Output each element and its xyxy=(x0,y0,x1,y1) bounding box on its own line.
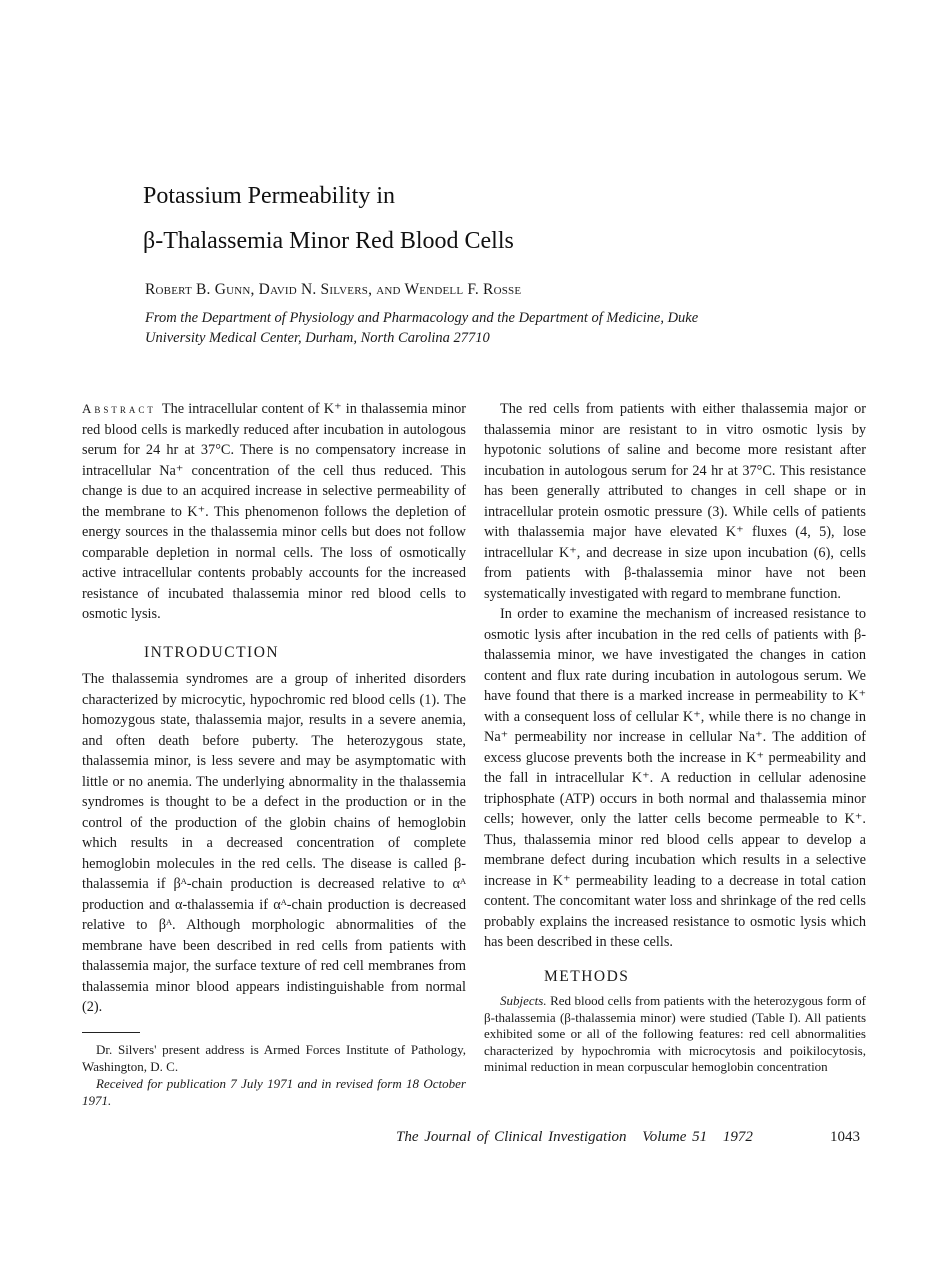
intro-paragraph-2: The red cells from patients with either thalassemia major or thalassemia minor are resistant to in vitro osmotic lysis by hypotonic solutions of saline and become more resistant after incubation in autologous serum for 24 hr at 37°C. This resistance has been generally attributed to changes in cell shape or in intracellular protein osmotic pressure (3). While cells of patients with thalassemia major have elevated K⁺ fluxes (4, 5), lose intracellular K⁺, and decrease in size upon incubation (6), cells from patients with β-thalassemia minor have not been systematically investigated with regard to membrane function. xyxy=(484,401,866,602)
footnote-received: Received for publication 7 July 1971 and in revised form 18 October 1971. xyxy=(82,1075,466,1108)
intro-paragraph-1: The thalassemia syndromes are a group of inherited disorders characterized by microcytic, hypochromic red blood cells (1). The homozygous state, thalassemia major, results in a severe anemia, and often death before puberty. The heterozygous state, thalassemia minor, is less severe and may be asymptomatic with little or no anemia. The underlying abnormality in the thalassemia syndromes is thought to be a defect in the production or in the control of the production of the globin chains of hemoglobin which results in a decreased concentration of complete hemoglobin molecules in the red cells. The disease is called β-thalassemia if βᴬ-chain production is decreased relative to αᴬ production and α-thalassemia if αᴬ-chain production is decreased relative to βᴬ. Although morphologic abnormalities of the membrane have been described in red cells from patients with thalassemia major, the surface texture of red cell membranes from thalassemia minor blood appears indistinguishable from normal (2). xyxy=(82,671,466,1015)
journal-year: 1972 xyxy=(722,1129,753,1145)
section-heading-introduction: INTRODUCTION xyxy=(144,643,280,661)
subjects-label: Subjects. xyxy=(500,993,547,1008)
article-title xyxy=(143,174,743,264)
intro-paragraph-3: In order to examine the mechanism of increased resistance to osmotic lysis after incubation in the red cells of patients with β-thalassemia minor, we have investigated the changes in cation content and flux rate during incubation in autologous serum. We have found that there is a marked increase in permeability to K⁺ with a consequent loss of cellular K⁺, while there is no change in Na⁺ permeability nor increase in cellular Na⁺. The addition of excess glucose prevents both the increase in K⁺ permeability and the fall in intracellular K⁺. A reduction in cellular adenosine triphosphate (ATP) occurs in both normal and thalassemia minor cells; however, only the latter cells become permeable to K⁺. Thus, thalassemia minor red blood cells appear to develop a membrane defect during incubation which results in a selective increase in K⁺ permeability leading to a decrease in total cation content. The concomitant water loss and shrinkage of the red cells probably explains the increased resistance to osmotic lysis which has been described in these cells. xyxy=(484,606,866,950)
section-heading-methods: METHODS xyxy=(544,967,630,985)
abstract-label: Abstract xyxy=(82,401,156,416)
right-column xyxy=(484,399,866,1076)
affiliation: From the Department of Physiology and Pharmacology and the Department of Medicine, Duke University Medical Center, Durham, North Carolina 27710 xyxy=(145,310,699,346)
page-number: 1043 xyxy=(830,1129,860,1145)
title-line-1: Potassium Permeability in xyxy=(143,183,395,209)
author-list: Robert B. Gunn, David N. Silvers, and Wendell F. Rosse xyxy=(145,281,522,298)
journal-footer xyxy=(396,1129,753,1146)
methods-subjects-paragraph xyxy=(484,993,866,1076)
subjects-text: Red blood cells from patients with the heterozygous form of β-thalassemia (β-thalassemia minor) were studied (Table I). All patients exhibited some or all of the following features: red cell abnormalities characterized by hypochromia with microcytosis and poikilocytosis, minimal reduction in mean corpuscular hemoglobin concentration xyxy=(484,993,867,1074)
journal-volume: Volume 51 xyxy=(642,1129,708,1145)
abstract-text: The intracellular content of K⁺ in thalassemia minor red blood cells is markedly reduced after incubation in autologous serum for 24 hr at 37°C. There is no compensatory increase in intracellular Na⁺ concentration of the cell thus reduced. This change is due to an acquired increase in selective permeability of the membrane to K⁺. This phenomenon follows the depletion of energy sources in the thalassemia minor cells but does not follow comparable depletion in normal cells. The loss of osmotically active intracellular contents probably accounts for the increased resistance of incubated thalassemia minor red blood cells to osmotic lysis. xyxy=(82,401,466,622)
footnote-divider xyxy=(82,1032,140,1033)
footnote-address: Dr. Silvers' present address is Armed Forces Institute of Pathology, Washington, D. C. xyxy=(82,1041,466,1074)
abstract xyxy=(82,399,466,625)
left-column xyxy=(82,399,466,1109)
journal-name: The Journal of Clinical Investigation xyxy=(396,1129,627,1145)
footnotes xyxy=(82,1041,466,1109)
title-line-2: β-Thalassemia Minor Red Blood Cells xyxy=(143,228,514,254)
